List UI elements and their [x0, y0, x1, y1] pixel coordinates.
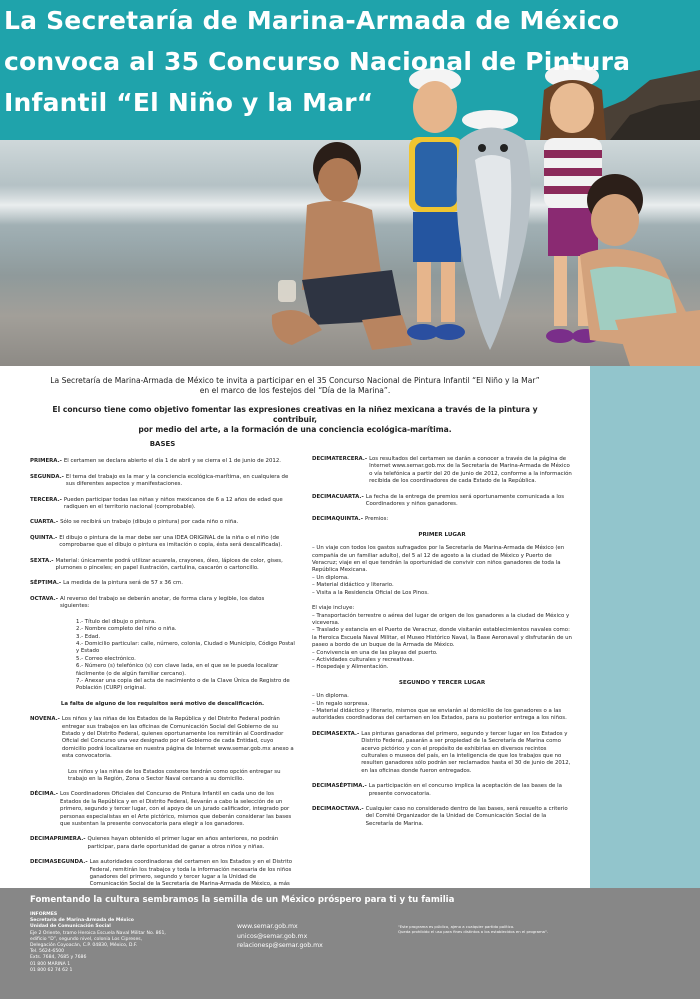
list-item: 6.- Número (s) telefónico (s) con clave lada, en el que se le pueda localizar fácilmente (o de algún familiar cercano).	[76, 663, 279, 677]
trip-includes-heading: El viaje incluye:	[312, 605, 355, 612]
trip-includes	[312, 605, 572, 672]
list-item: – Un viaje con todos los gastos sufragados por la Secretaría de Marina-Armada de México (en compañía de un familiar adulto), del 5 al 12 de agosto a la ciudad de México y Puerto de Veracruz; viaje en el que tendrán la oportunidad de convivir con niños ganadores de toda la República Mexicana.	[312, 545, 565, 574]
clause-decimasexta: DECIMASEXTA.- Las pinturas ganadoras del primero, segundo y tercer lugar en los Estados y Distrito Federal, pasarán a ser propiedad de la Secretaría de Marina como acervo pictórico y con el propósito de exhibirlas en diversos recintos culturales o museos del país, en la inteligencia de que los trabajos que no resulten ganadores sólo podrán ser reclamados hasta el 30 de junio de 2012, en las oficinas donde fueron entregados.	[312, 730, 571, 774]
footer-links	[237, 922, 323, 951]
clause-decimaoctava: DECIMAOCTAVA.- Cualquier caso no considerado dentro de las bases, será resuelto a criterio del Comité Organizador de la Unidad de Comunicación Social de la Secretaría de Marina.	[312, 806, 568, 827]
first-place-heading: PRIMER LUGAR	[418, 531, 466, 538]
convocatoria-document	[0, 366, 590, 888]
girl-on-beach-figure	[560, 170, 700, 366]
dolphin-mascot-figure	[430, 100, 545, 355]
list-item: – Hospedaje y Alimentación.	[312, 664, 389, 671]
list-item: – Un diploma.	[312, 693, 349, 700]
clause-decima: DÉCIMA.- Los Coordinadores Oficiales del Concurso de Pintura Infantil en cada uno de los Estados de la República y en el Distrito Federal, llevarán a cabo la selección de un primero, segundo y tercer lugar, con el apoyo de un jurado calificador, integrado por personas especialistas en el Arte pictórico, mismos que deberán considerar las bases que sustentan la presente convocatoria para elegir a los ganadores.	[30, 791, 292, 828]
email-link-unicos[interactable]: unicos@semar.gob.mx	[237, 932, 308, 940]
list-item: – Un diploma.	[312, 574, 349, 581]
intro-paragraph-2: El concurso tiene como objetivo fomentar las expresiones creativas en la niñez mexicana a través de la pintura y contribuir, por medio del arte, a la formación de una conciencia ecológica-marítima.	[52, 405, 538, 434]
disqualification-note: La falta de alguno de los requisitos será motivo de descalificación.	[60, 700, 265, 707]
decorative-side-strip	[590, 366, 700, 888]
clause-decimacuarta: DECIMACUARTA.- La fecha de la entrega de premios será oportunamente comunicada a los Coordinadores y niños ganadores.	[312, 493, 565, 508]
list-item: – Material didáctico y literario, mismos que se enviarán al domicilio de los ganadores o a las autoridades coordinadoras del certamen en los Estados, para su posterior entrega a los niños.	[312, 707, 567, 722]
bases-left-column	[30, 441, 295, 904]
octava-requirements-list	[76, 619, 295, 693]
hero-banner	[0, 0, 700, 366]
clause-decimaprimera: DECIMAPRIMERA.- Quienes hayan obtenido el primer lugar en años anteriores, no podrán participar, para darle oportunidad de ganar a otros niños y niñas.	[30, 836, 279, 850]
list-item: – Actividades culturales y recreativas.	[312, 656, 415, 663]
bases-heading: BASES	[149, 440, 176, 448]
list-item: 3.- Edad.	[76, 633, 101, 640]
list-item: 5.- Correo electrónico.	[76, 655, 136, 662]
list-item: – Transportación terrestre o aérea del lugar de origen de los ganadores a la ciudad de México y viceversa.	[312, 612, 570, 626]
clause-tercera: TERCERA.- Pueden participar todas las niñas y niños mexicanos de 6 a 12 años de edad que radiquen en el territorio nacional (comprobable).	[30, 496, 283, 511]
contact-info-heading: INFORMES	[30, 912, 58, 917]
clause-septima: SÉPTIMA.- La medida de la pintura será de 57 x 36 cm.	[30, 580, 183, 587]
footer	[0, 888, 700, 999]
legal-note: "Este programa es público, ajeno a cualquier partido político. Queda prohibido el uso para fines distintos a los establecidos en el programa".	[398, 924, 548, 935]
website-link[interactable]: www.semar.gob.mx	[237, 923, 298, 930]
clause-primera: PRIMERA.- El certamen se declara abierto el día 1 de abril y se cierra el 1 de junio de 2012.	[30, 458, 281, 465]
list-item: – Traslado y estancia en el Puerto de Veracruz, donde visitarán establecimientos navales como: la Heroica Escuela Naval Militar, el Museo Histórico Naval, la Base Aeronaval y disfrutarán de un paseo a bordo de un buque de la Armada de México.	[312, 627, 572, 649]
list-item: – Un regalo sorpresa.	[312, 700, 370, 707]
clause-decimatercera: DECIMATERCERA.- Los resultados del certamen se darán a conocer a través de la página de Internet www.semar.gob.mx de la Secretaría de Marina-Armada de México o vía telefónica a partir del 20 de junio de 2012, conforme a la información recibida de los coordinadores de cada Estado de la República.	[312, 456, 572, 485]
list-item: – Material didáctico y literario.	[312, 582, 394, 589]
clause-sexta: SEXTA.- Material: únicamente podrá utilizar acuarela, crayones, óleo, lápices de color, gises, plumones o pinceles; en papel ilustración, cartulina, cascarón o cartoncillo.	[30, 557, 283, 572]
intro-paragraph-1: La Secretaría de Marina-Armada de México te invita a participar en el 35 Concurso Nacional de Pintura Infantil “El Niño y la Mar” en el marco de los festejos del “Día de la Marina”.	[50, 376, 540, 395]
clause-octava: OCTAVA.- Al reverso del trabajo se deberán anotar, de forma clara y legible, los datos siguientes:	[30, 595, 265, 610]
email-link-relaciones[interactable]: relacionesp@semar.gob.mx	[237, 942, 323, 949]
clause-novena: NOVENA.- Los niños y las niñas de los Estados de la República y del Distrito Federal podrán entregar sus trabajos en las oficinas de Comunicación Social del Gobierno de su Estado y del Distrito Federal, quienes oportunamente los remitirán al Coordinador Oficial del Concurso una vez designado por el Gobierno de cada Entidad, cuyo domicilio podrá localizarse en nuestra página de Internet www.semar.gob.mx anexo a esta convocatoria.	[30, 716, 294, 760]
clause-quinta: QUINTA.- El dibujo o pintura de la mar debe ser una IDEA ORIGINAL de la niña o el niño (de comprobarse que el dibujo o pintura es imitación o copia, ésta será descalificada).	[30, 534, 283, 549]
list-item: 1.- Título del dibujo o pintura.	[76, 618, 156, 625]
footer-slogan: Fomentando la cultura sembramos la semilla de un México próspero para ti y tu familia	[30, 895, 455, 905]
list-item: 7.- Anexar una copia del acta de nacimiento o de la Clave Única de Registro de Población (CURP) original.	[76, 677, 290, 692]
clause-cuarta: CUARTA.- Sólo se recibirá un trabajo (dibujo o pintura) por cada niño o niña.	[30, 519, 239, 526]
second-third-place-heading: SEGUNDO Y TERCER LUGAR	[398, 679, 486, 686]
bases-right-column	[312, 456, 572, 836]
clause-decimasegunda: DECIMASEGUNDA.- Las autoridades coordinadoras del certamen en los Estados y en el Distrito Federal, remitirán los trabajos y toda la información necesaria de los niños ganadores del primero, segundo y tercer lugar a la Unidad de Comunicación Social de la Secretaría de Marina-Armada de México, a más	[30, 859, 293, 888]
clause-segunda: SEGUNDA.- El tema del trabajo es la mar y la conciencia ecológica-marítima, en cualquiera de sus diferentes aspectos y manifestaciones.	[30, 473, 289, 488]
page-title: La Secretaría de Marina-Armada de México convoca al 35 Concurso Nacional de Pintura Infantil “El Niño y la Mar“	[4, 6, 631, 117]
clause-decimaquinta: DECIMAQUINTA.- Premios:	[312, 516, 389, 523]
clause-decimaseptima: DECIMASÉPTIMA.- La participación en el concurso implica la aceptación de las bases de la presente convocatoria.	[312, 783, 562, 797]
first-place-prizes	[312, 545, 572, 597]
list-item: – Convivencia en una de las playas del puerto.	[312, 649, 438, 656]
list-item: 4.- Domicilio particular: calle, número, colonia, Ciudad o Municipio, Código Postal y Estado	[76, 640, 295, 655]
second-third-prizes	[312, 693, 572, 723]
list-item: 2.- Nombre completo del niño o niña.	[76, 626, 177, 633]
clause-novena-paragraph-2: Los niños y las niñas de los Estados costeros tendrán como opción entregar su trabajo en la Región, Zona o Sector Naval cercano a su domicilio.	[68, 768, 281, 782]
intro-section	[30, 376, 560, 444]
list-item: – Visita a la Residencia Oficial de Los Pinos.	[312, 589, 429, 596]
contact-info: INFORMES Secretaría de Marina-Armada de México Unidad de Comunicación Social Eje 2 Oriente, tramo Heroica Escuela Naval Militar No. 861, edificio “D”, segundo nivel, colonia Los Cipreses, Delegación Coyoacán, C.P. 04830, México, D.F. Tel. 5624-6500 Exts. 7684, 7685 y 7686 01 800 MARINA 1 01 800 62 74 62 1	[30, 912, 230, 974]
